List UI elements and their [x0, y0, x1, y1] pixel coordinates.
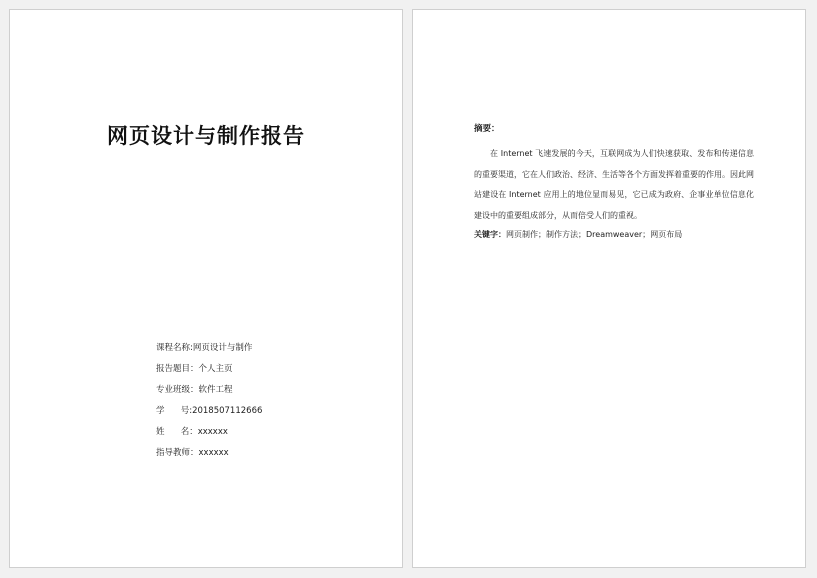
document-page-cover [9, 9, 403, 568]
student-id-line [156, 406, 376, 427]
abstract-body: 在 Internet 飞速发展的今天，互联网成为人们快速获取、发布和传递信息的重要渠道，它在人们政治、经济、生活等各个方面发挥着重要的作用。因此网站建设在 Internet 应用上的地位显而易见，它已成为政府、企事业单位信息化建设中的重要组成部分，从而倍受人们的重视。 [474, 149, 754, 220]
advisor-label: 指导教师： [156, 448, 199, 458]
keywords-value: 网页制作；制作方法；Dreamweaver；网页布局 [506, 230, 683, 239]
student-name-label: 姓 名： [156, 427, 198, 437]
major-class-line [156, 385, 376, 406]
student-id-label: 学 号: [156, 406, 193, 416]
report-topic-label: 报告题目： [156, 364, 199, 374]
keywords-label: 关键字： [474, 230, 506, 239]
major-class-label: 专业班级： [156, 385, 199, 395]
abstract-section [474, 124, 754, 241]
course-name-line [156, 343, 376, 364]
advisor-value: xxxxxx [198, 448, 229, 458]
report-title: 网页设计与制作报告 [107, 123, 305, 148]
document-page-abstract [412, 9, 806, 568]
student-name-value: xxxxxx [197, 427, 228, 437]
major-class-value: 软件工程 [198, 385, 233, 395]
report-topic-line [156, 364, 376, 385]
advisor-line [156, 448, 376, 469]
student-name-line [156, 427, 376, 448]
course-name-label: 课程名称: [156, 343, 193, 353]
student-id-value: 2018507112666 [192, 406, 263, 416]
keywords-line [474, 229, 754, 241]
abstract-heading: 摘要： [474, 124, 500, 134]
report-topic-value: 个人主页 [198, 364, 233, 374]
course-name-value: 网页设计与制作 [192, 343, 253, 353]
cover-info-block [156, 343, 376, 469]
